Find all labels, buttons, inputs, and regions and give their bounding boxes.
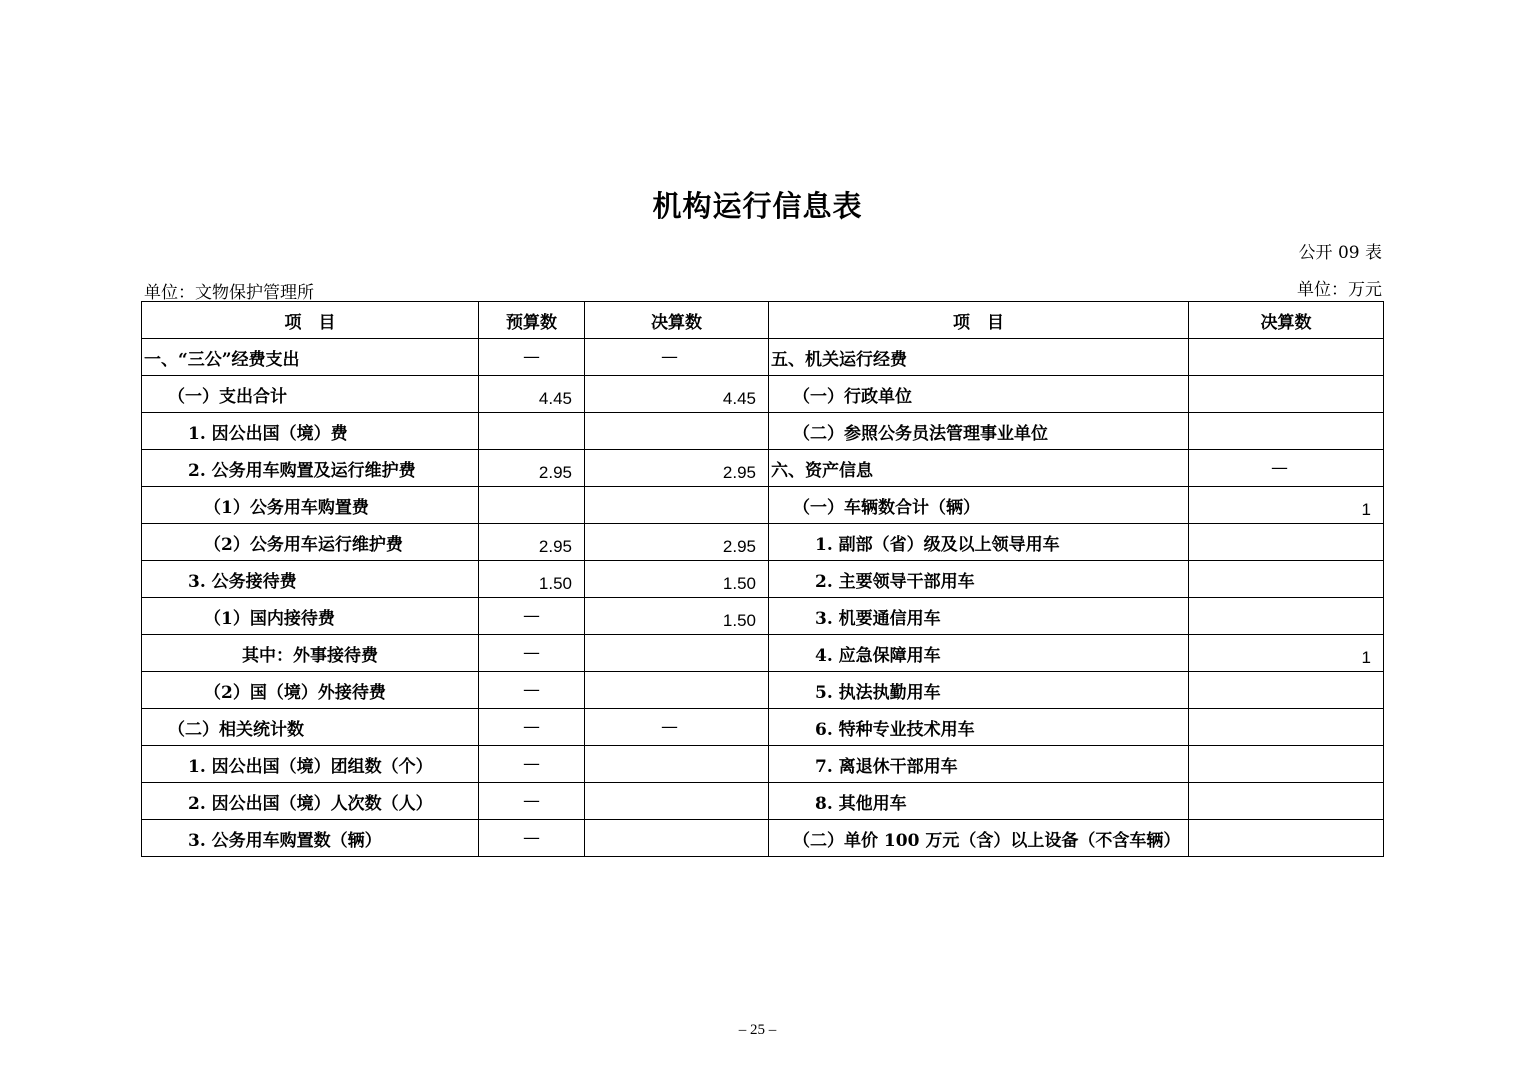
right-value xyxy=(1189,709,1384,746)
right-value: — xyxy=(1189,450,1384,487)
final-cell xyxy=(585,783,769,820)
header-budget: 预算数 xyxy=(479,302,585,339)
table-row xyxy=(142,487,1384,524)
right-value xyxy=(1189,672,1384,709)
final-cell: — xyxy=(585,709,769,746)
right-label: （一）行政单位 xyxy=(769,376,1189,413)
table-row xyxy=(142,783,1384,820)
right-value xyxy=(1189,339,1384,376)
header-final-left: 决算数 xyxy=(585,302,769,339)
row-label: 2. 因公出国（境）人次数（人） xyxy=(142,783,479,820)
budget-cell: 4.45 xyxy=(479,376,585,413)
table-row xyxy=(142,376,1384,413)
row-label: （2）国（境）外接待费 xyxy=(142,672,479,709)
page-number: – 25 – xyxy=(738,1022,777,1038)
final-cell: 1.50 xyxy=(585,598,769,635)
table-row xyxy=(142,635,1384,672)
budget-cell: — xyxy=(479,783,585,820)
right-value xyxy=(1189,783,1384,820)
table-row xyxy=(142,450,1384,487)
row-label: （1）国内接待费 xyxy=(142,598,479,635)
right-label: 8. 其他用车 xyxy=(769,783,1189,820)
row-label: 一、“三公”经费支出 xyxy=(142,339,479,376)
budget-cell: 1.50 xyxy=(479,561,585,598)
final-cell: 4.45 xyxy=(585,376,769,413)
row-label: （一）支出合计 xyxy=(142,376,479,413)
table-row xyxy=(142,709,1384,746)
final-cell: 1.50 xyxy=(585,561,769,598)
budget-cell: — xyxy=(479,635,585,672)
right-label: 3. 机要通信用车 xyxy=(769,598,1189,635)
final-cell: — xyxy=(585,339,769,376)
budget-cell: — xyxy=(479,709,585,746)
budget-cell: 2.95 xyxy=(479,450,585,487)
right-label: 1. 副部（省）级及以上领导用车 xyxy=(769,524,1189,561)
budget-cell: — xyxy=(479,339,585,376)
budget-cell: 2.95 xyxy=(479,524,585,561)
table-row xyxy=(142,672,1384,709)
right-value xyxy=(1189,746,1384,783)
right-value xyxy=(1189,598,1384,635)
budget-cell: — xyxy=(479,672,585,709)
final-cell xyxy=(585,635,769,672)
row-label: 1. 因公出国（境）费 xyxy=(142,413,479,450)
table-row xyxy=(142,561,1384,598)
table-row xyxy=(142,746,1384,783)
unit-currency: 单位：万元 xyxy=(1297,280,1382,300)
budget-cell xyxy=(479,487,585,524)
right-label: （二）单价 100 万元（含）以上设备（不含车辆） xyxy=(769,820,1189,857)
right-label: 六、资产信息 xyxy=(769,450,1189,487)
header-item-left: 项 目 xyxy=(142,302,479,339)
budget-cell: — xyxy=(479,746,585,783)
row-label: （1）公务用车购置费 xyxy=(142,487,479,524)
row-label: 3. 公务用车购置数（辆） xyxy=(142,820,479,857)
final-cell xyxy=(585,746,769,783)
budget-cell: — xyxy=(479,598,585,635)
final-cell xyxy=(585,413,769,450)
final-cell xyxy=(585,672,769,709)
right-label: 五、机关运行经费 xyxy=(769,339,1189,376)
table-row xyxy=(142,820,1384,857)
final-cell xyxy=(585,820,769,857)
row-label: （二）相关统计数 xyxy=(142,709,479,746)
table-row xyxy=(142,339,1384,376)
unit-organization: 单位：文物保护管理所 xyxy=(144,283,314,303)
final-cell: 2.95 xyxy=(585,450,769,487)
right-value: 1 xyxy=(1189,635,1384,672)
right-value xyxy=(1189,561,1384,598)
right-value xyxy=(1189,376,1384,413)
table-header-row xyxy=(142,302,1384,339)
final-cell xyxy=(585,487,769,524)
right-label: 7. 离退休干部用车 xyxy=(769,746,1189,783)
row-label: 其中：外事接待费 xyxy=(142,635,479,672)
right-value: 1 xyxy=(1189,487,1384,524)
right-label: 4. 应急保障用车 xyxy=(769,635,1189,672)
row-label: （2）公务用车运行维护费 xyxy=(142,524,479,561)
final-cell: 2.95 xyxy=(585,524,769,561)
page-title: 机构运行信息表 xyxy=(652,189,863,223)
header-final-right: 决算数 xyxy=(1189,302,1384,339)
table-row xyxy=(142,524,1384,561)
table-row xyxy=(142,598,1384,635)
right-value xyxy=(1189,413,1384,450)
budget-cell: — xyxy=(479,820,585,857)
right-label: 5. 执法执勤用车 xyxy=(769,672,1189,709)
right-value xyxy=(1189,524,1384,561)
right-label: （一）车辆数合计（辆） xyxy=(769,487,1189,524)
header-item-right: 项 目 xyxy=(769,302,1189,339)
form-number: 公开 09 表 xyxy=(1298,243,1382,263)
budget-cell xyxy=(479,413,585,450)
right-value xyxy=(1189,820,1384,857)
row-label: 3. 公务接待费 xyxy=(142,561,479,598)
info-table xyxy=(141,301,1384,857)
row-label: 1. 因公出国（境）团组数（个） xyxy=(142,746,479,783)
right-label: 6. 特种专业技术用车 xyxy=(769,709,1189,746)
row-label: 2. 公务用车购置及运行维护费 xyxy=(142,450,479,487)
table-row xyxy=(142,413,1384,450)
right-label: 2. 主要领导干部用车 xyxy=(769,561,1189,598)
right-label: （二）参照公务员法管理事业单位 xyxy=(769,413,1189,450)
